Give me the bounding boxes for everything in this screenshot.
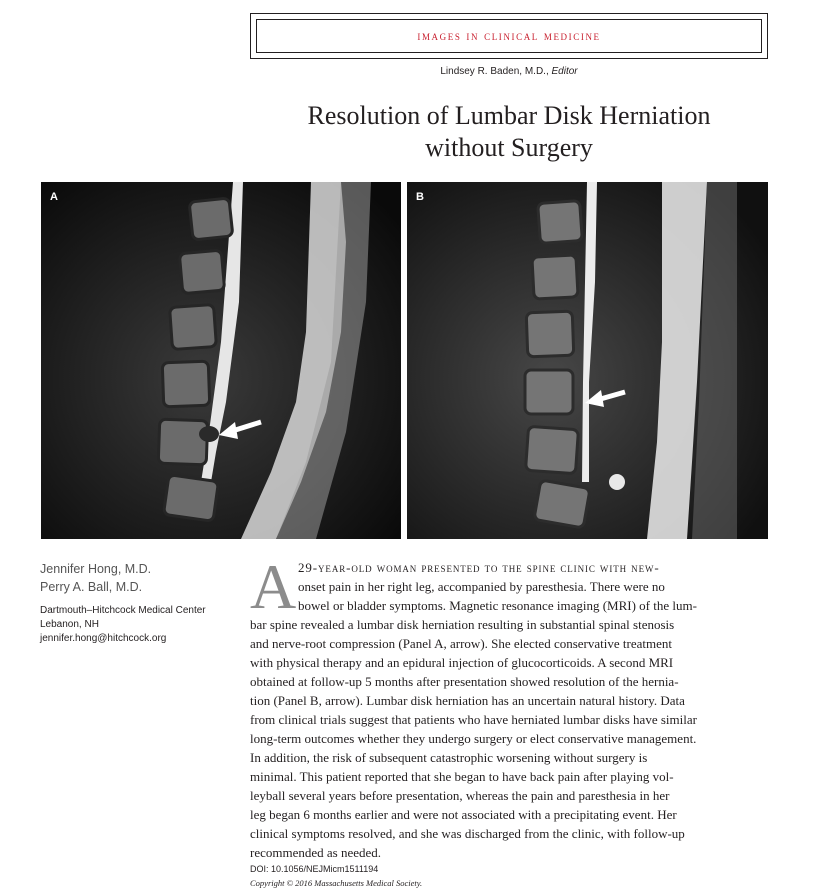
article-first-line-caps: 29-year-old woman presented to the spine clinic with new- <box>298 560 660 575</box>
title-line-1: Resolution of Lumbar Disk Herniation <box>307 101 711 130</box>
article-line: long-term outcomes whether they undergo surgery or elect conservative management. <box>250 731 697 746</box>
drop-cap: A <box>250 551 297 622</box>
editor-name: Lindsey R. Baden, M.D., <box>440 66 549 77</box>
section-title: images in clinical medicine <box>417 28 601 43</box>
article-line: and nerve-root compression (Panel A, arrow). She elected conservative treatment <box>250 636 672 651</box>
mri-image-a <box>41 182 401 539</box>
author-institution: Dartmouth–Hitchcock Medical Center <box>40 605 206 616</box>
article-line: leyball several years before presentation, whereas the pain and paresthesia in her <box>250 788 670 803</box>
article-line: onset pain in her right leg, accompanied by paresthesia. There were no <box>298 579 665 594</box>
section-banner-inner <box>256 19 762 53</box>
mri-image-b <box>407 182 768 539</box>
title-line-2: without Surgery <box>425 133 593 162</box>
editor-line <box>250 66 768 77</box>
author-location: Lebanon, NH <box>40 619 99 630</box>
article-line: bar spine revealed a lumbar disk herniation resulting in substantial spinal stenosis <box>250 617 675 632</box>
article-first-line <box>298 560 768 576</box>
mri-panel-a <box>41 182 401 539</box>
article-line: obtained at follow-up 5 months after presentation showed resolution of the hernia- <box>250 674 679 689</box>
article-title <box>250 100 768 164</box>
article-line: from clinical trials suggest that patients who have herniated lumbar disks have similar <box>250 712 697 727</box>
article-line: clinical symptoms resolved, and she was discharged from the clinic, with follow-up <box>250 826 685 841</box>
article-line: with physical therapy and an epidural injection of glucocorticoids. A second MRI <box>250 655 674 670</box>
copyright: Copyright © 2016 Massachusetts Medical Society. <box>250 878 423 888</box>
article-line: leg began 6 months earlier and were not associated with a precipitating event. Her <box>250 807 677 822</box>
mri-panel-b <box>407 182 768 539</box>
editor-role: Editor <box>551 66 578 77</box>
author-name: Perry A. Ball, M.D. <box>40 580 143 594</box>
section-banner <box>250 13 768 59</box>
doi[interactable]: DOI: 10.1056/NEJMicm1511194 <box>250 864 379 874</box>
article-line: minimal. This patient reported that she began to have back pain after playing vol- <box>250 769 674 784</box>
author-email[interactable]: jennifer.hong@hitchcock.org <box>40 633 167 644</box>
author-name: Jennifer Hong, M.D. <box>40 562 152 576</box>
panel-b-label: B <box>416 191 424 203</box>
article-line: bowel or bladder symptoms. Magnetic resonance imaging (MRI) of the lum- <box>298 598 697 613</box>
article-line: tion (Panel B, arrow). Lumbar disk herniation has an uncertain natural history. Data <box>250 693 685 708</box>
panel-a-label: A <box>50 191 58 203</box>
article-line: In addition, the risk of subsequent catastrophic worsening without surgery is <box>250 750 648 765</box>
article-line: recommended as needed. <box>250 845 382 860</box>
